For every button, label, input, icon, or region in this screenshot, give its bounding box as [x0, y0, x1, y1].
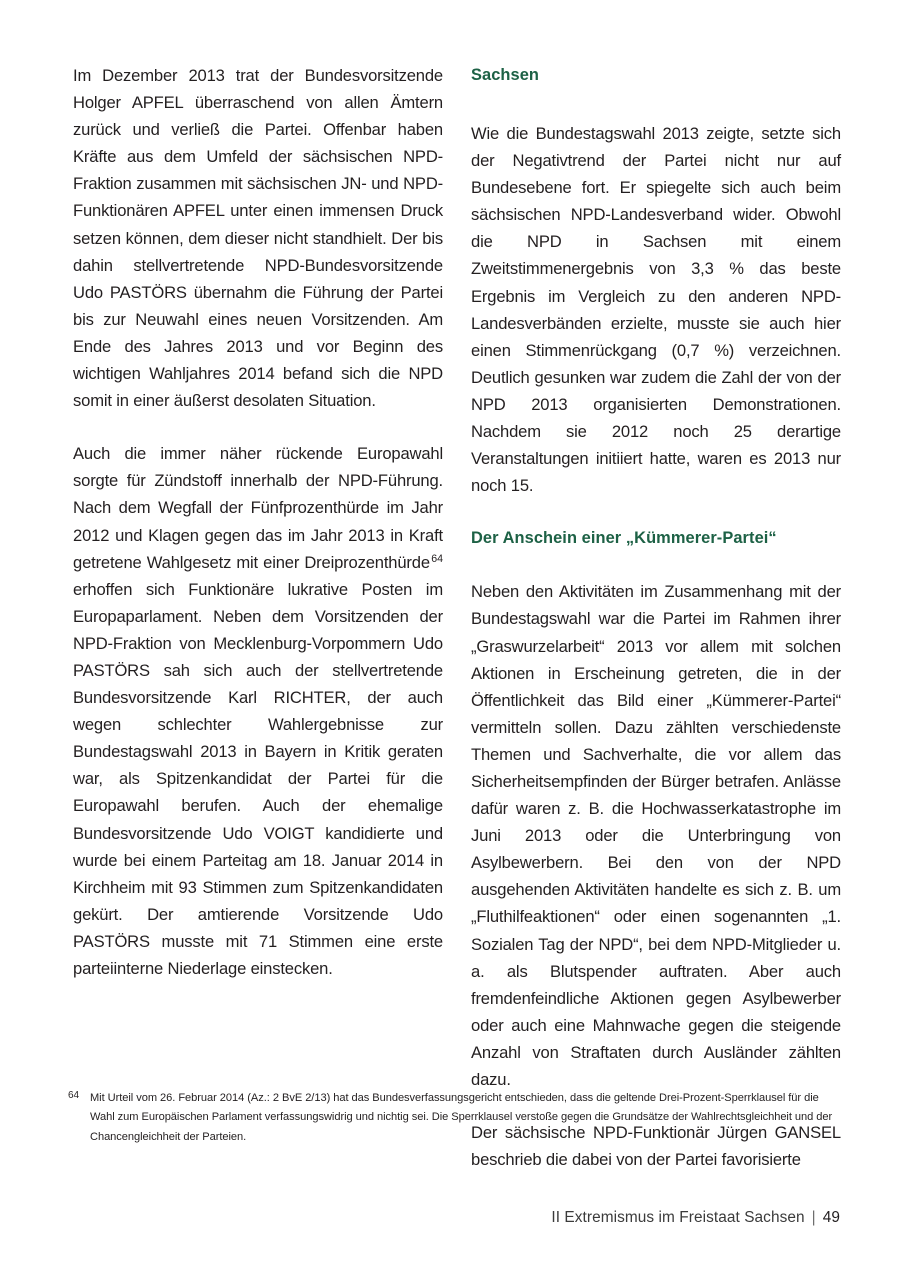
footer-section-title: II Extremismus im Freistaat Sachsen: [551, 1209, 805, 1226]
paragraph-europawahl-part1: Auch die immer näher rückende Europawahl sorgte für Zündstoff innerhalb der NPD-Führung. Nach dem Wegfall der Fünfprozenthürde im Jahr 2012 und Klagen gegen das im Jahr 2013 in Kraft getretene Wahlgesetz mit einer Dreiprozenthürde: [73, 444, 443, 572]
footer-separator: |: [811, 1209, 816, 1226]
footnote-number: 64: [68, 1090, 80, 1101]
two-column-body: [73, 62, 841, 1173]
paragraph-gansel: Der sächsische NPD-Funktionär Jürgen GANSEL beschrieb die dabei von der Partei favorisierte: [471, 1123, 841, 1170]
right-text-column: [471, 62, 841, 1173]
footnote-reference-64[interactable]: 64: [431, 553, 443, 566]
paragraph-europawahl: [73, 440, 443, 982]
page-footer: [551, 1208, 840, 1228]
paragraph-apfel-ruecktritt: Im Dezember 2013 trat der Bundesvorsitzende Holger APFEL überraschend von allen Ämtern zurück und verließ die Partei. Offenbar haben Kräfte aus dem Umfeld der sächsischen NPD-Fraktion zusammen mit sächsischen JN- und NPD-Funktionären APFEL unter einen immensen Druck setzen können, dem dieser nicht standhielt. Der bis dahin stellvertretende NPD-Bundesvorsitzende Udo PASTÖRS übernahm die Führung der Partei bis zur Neuwahl eines neuen Vorsitzenden. Am Ende des Jahres 2013 und vor Beginn des wichtigen Wahljahres 2014 befand sich die NPD somit in einer äußerst desolaten Situation.: [73, 66, 443, 411]
left-text-column: [73, 62, 443, 982]
heading-kuemmerer-partei: Der Anschein einer „Kümmerer-Partei“: [471, 529, 777, 548]
footnote-block: [68, 1089, 843, 1147]
heading-sachsen: Sachsen: [471, 66, 539, 84]
page-number: 49: [822, 1209, 840, 1226]
paragraph-negativtrend: Wie die Bundestagswahl 2013 zeigte, setzte sich der Negativtrend der Partei nicht nur auf Bundesebene fort. Er spiegelte sich auch beim sächsischen NPD-Landesverband wider. Obwohl die NPD in Sachsen mit einem Zweitstimmenergebnis von 3,3 % das beste Ergebnis im Vergleich zu den anderen NPD-Landesverbänden erzielte, musste sie auch hier einen Stimmenrückgang (0,7 %) verzeichnen. Deutlich gesunken war zudem die Zahl der von der NPD 2013 organisierten Demonstrationen. Nachdem sie 2012 noch 25 derartige Veranstaltungen initiiert hatte, waren es 2013 nur noch 15.: [471, 124, 841, 496]
paragraph-graswurzelarbeit: Neben den Aktivitäten im Zusammenhang mit der Bundestagswahl war die Partei im Rahmen ihrer „Graswurzelarbeit“ 2013 vor allem mit solchen Aktionen in Erscheinung getreten, die in der Öffentlichkeit das Bild einer „Kümmerer-Partei“ vermitteln sollen. Dazu zählten verschiedenste Themen und Sachverhalte, die vor allem das Sicherheitsempfinden der Bürger betrafen. Anlässe dafür waren z. B. die Hochwasserkatastrophe im Juni 2013 oder die Unterbringung von Asylbewerbern. Bei den von der NPD ausgehenden Aktivitäten handelte es sich z. B. um „Fluthilfeaktionen“ oder einen sogenannten „1. Sozialen Tag der NPD“, bei dem NPD-Mitglieder u. a. als Blutspender auftraten. Aber auch fremdenfeindliche Aktionen gegen Asylbewerber oder auch eine Mahnwache gegen die steigende Anzahl von Straftaten durch Ausländer zählten dazu.: [471, 582, 841, 1089]
paragraph-europawahl-part2: erhoffen sich Funktionäre lukrative Posten im Europaparlament. Neben dem Vorsitzenden der NPD-Fraktion von Mecklenburg-Vorpommern Udo PASTÖRS sah sich auch der stellvertretende Bundesvorsitzende Karl RICHTER, der auch wegen schlechter Wahlergebnisse zur Bundestagswahl 2013 in Bayern in Kritik geraten war, als Spitzenkandidat der Partei für die Europawahl berufen. Auch der ehemalige Bundesvorsitzende Udo VOIGT kandidierte und wurde bei einem Parteitag am 18. Januar 2014 in Kirchheim mit 93 Stimmen zum Spitzenkandidaten gekürt. Der amtierende Vorsitzende Udo PASTÖRS musste mit 71 Stimmen eine erste parteiinterne Niederlage einstecken.: [73, 579, 443, 978]
footnote-text: Mit Urteil vom 26. Februar 2014 (Az.: 2 BvE 2/13) hat das Bundesverfassungsgericht entschieden, dass die geltende Drei-Prozent-Sperrklausel für die Wahl zum Europäischen Parlament verfassungswidrig und nichtig sei. Die Sperrklausel verstoße gegen die Grundsätze der Wahlrechtsgleichheit und der Chancengleichheit der Parteien.: [90, 1092, 833, 1143]
